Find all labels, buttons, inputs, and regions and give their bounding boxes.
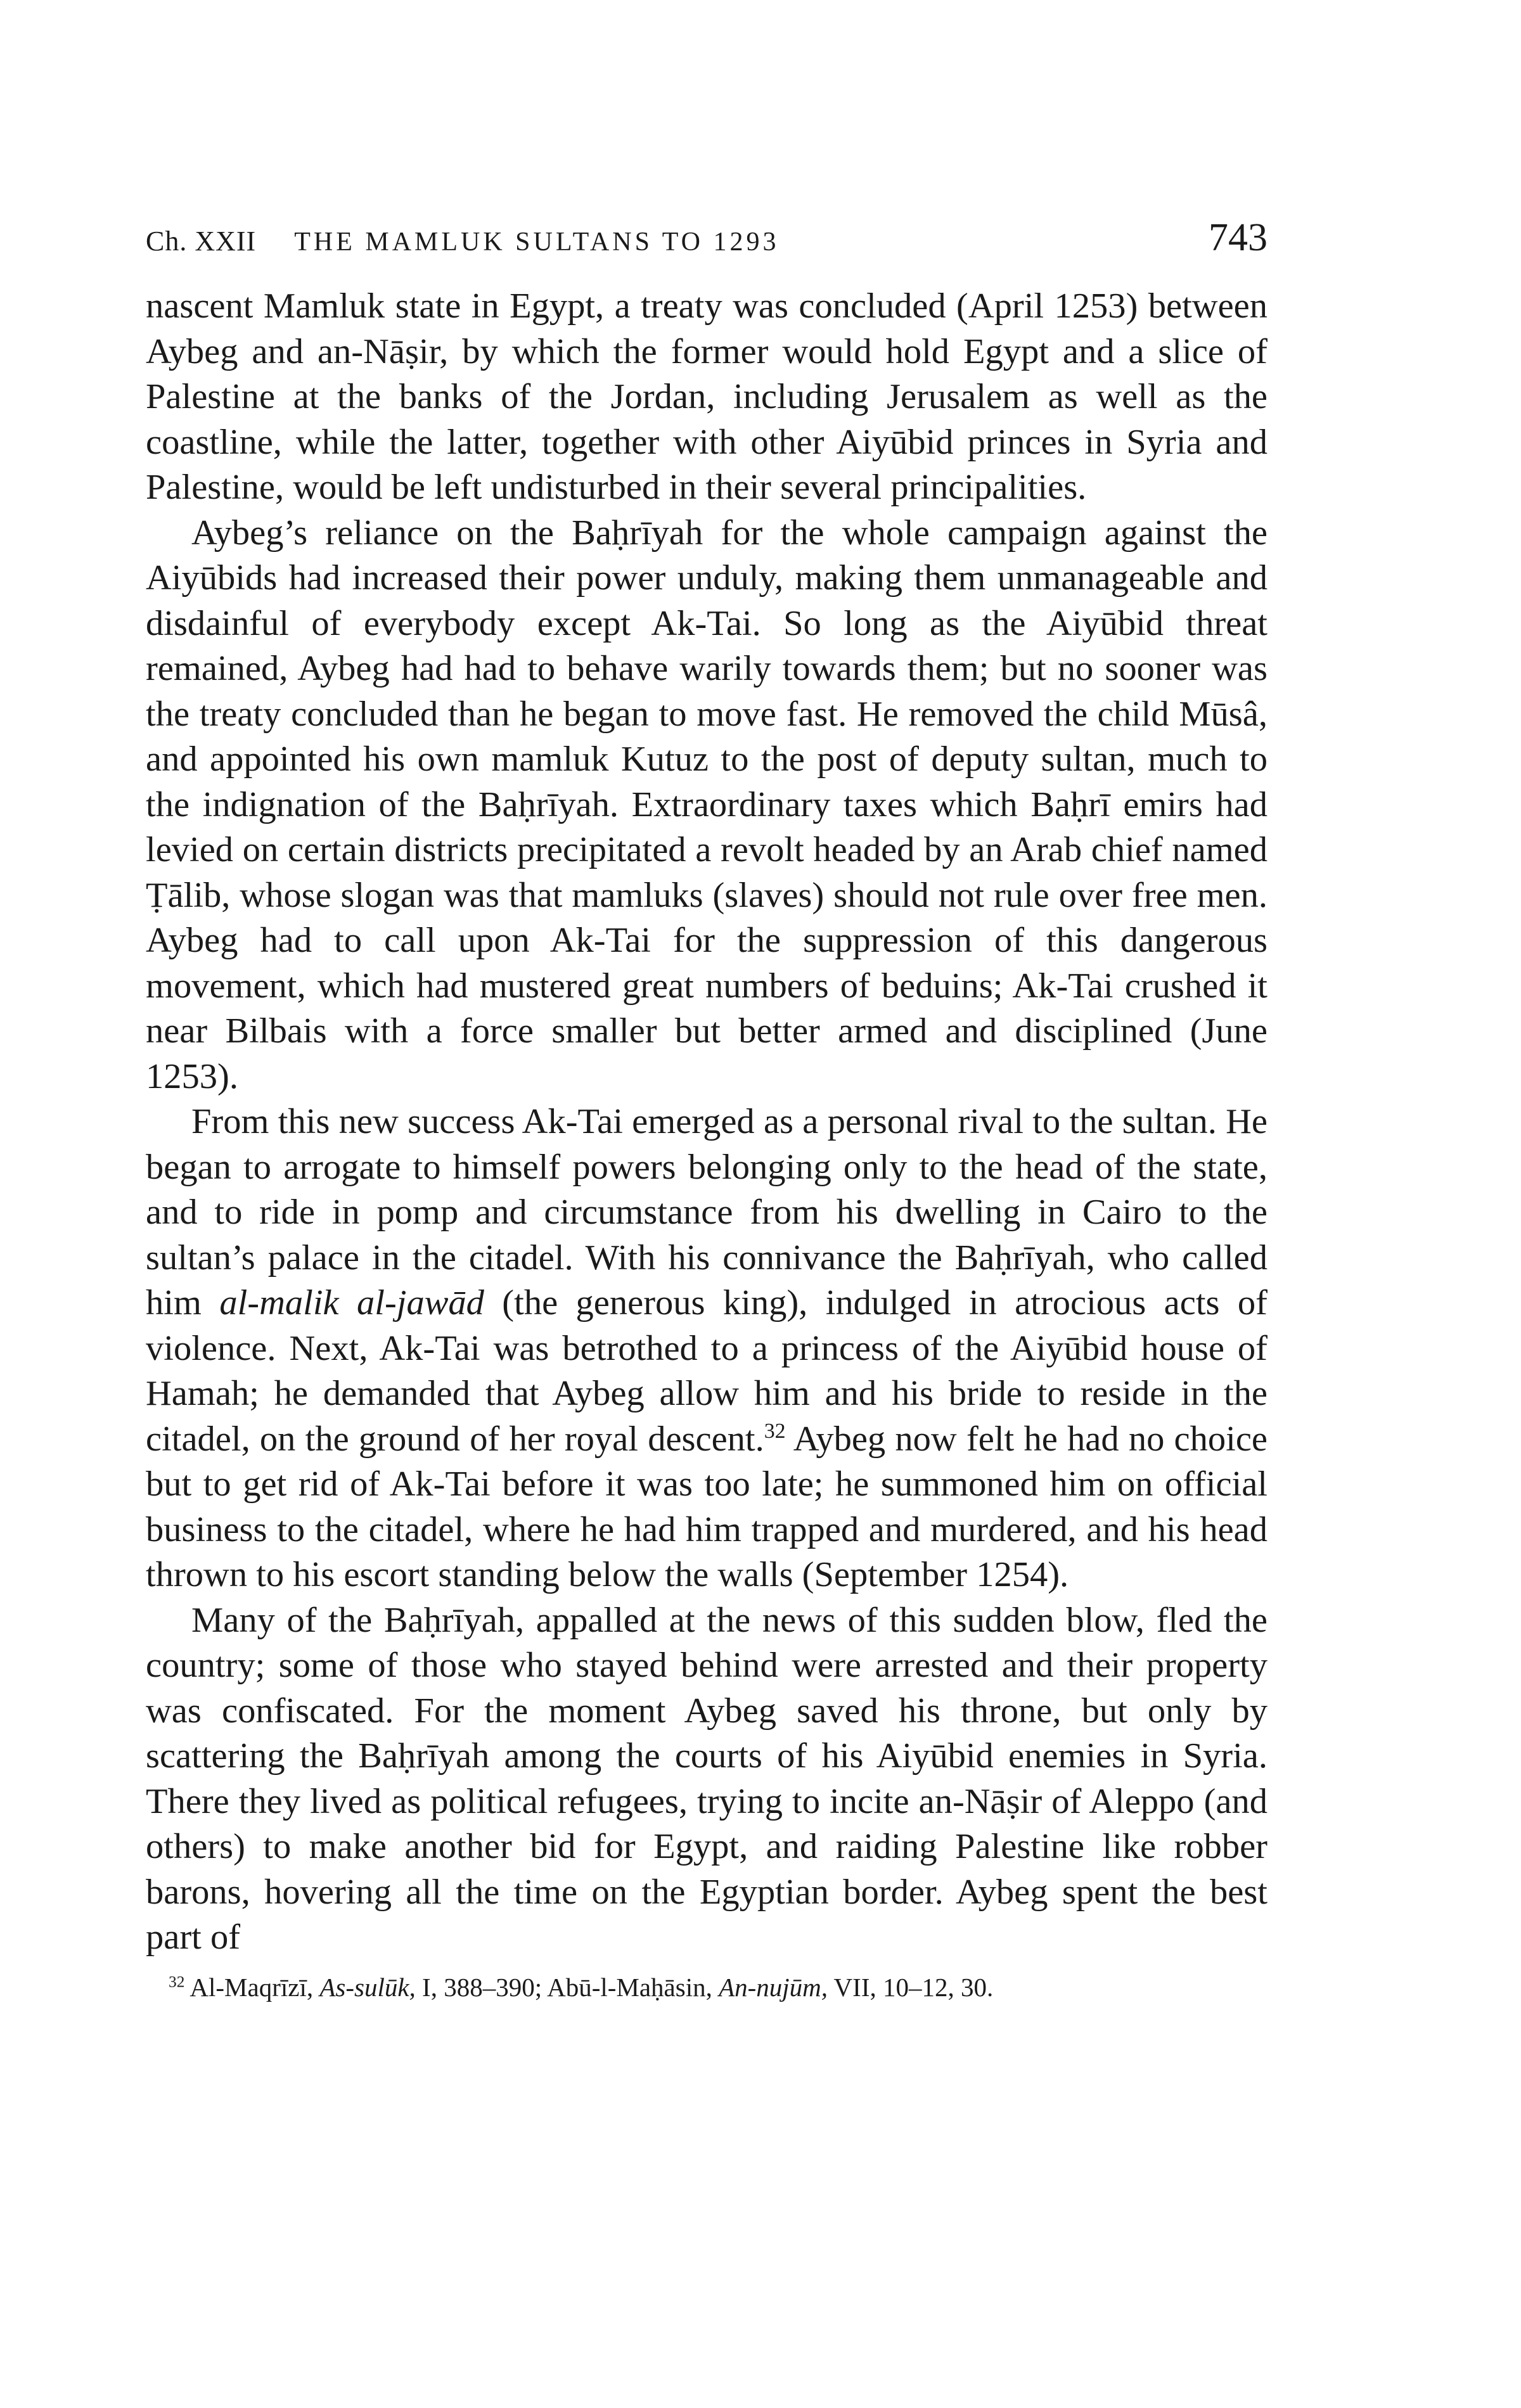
italic-phrase: al-malik al-jawād <box>219 1283 484 1322</box>
text-run: nascent Mamluk state in Egypt, a treaty was concluded (April 1253) between Aybeg and an-Nāṣir, by which the former would hold Egypt and a slice of Palestine at the banks of the Jordan, including Jerusalem as well as the coastline, while the latter, together with other Aiyūbid princes in Syria and Palestine, would be left undisturbed in their several principalities. <box>146 286 1268 507</box>
text-run: From this new success Ak-Tai emerged as a personal rival to the sultan. He began to arrogate to himself powers belonging only to the head of the state, and to ride in pomp and circumstance from his dwelling in Cairo to the sultan’s palace in the citadel. With his connivance the Baḥrīyah, who called him <box>146 1102 1268 1322</box>
paragraph <box>146 1598 1268 1961</box>
text-run: (the generous king), indulged in atrocious acts of violence. Next, Ak-Tai was betrothed to a princess of the Aiyūbid house of Hamah; he demanded that Aybeg allow him and his bride to reside in the citadel, on the ground of her royal descent. <box>146 1283 1268 1459</box>
italic-phrase: An-nujūm, <box>719 1972 828 2002</box>
paragraph <box>146 1099 1268 1598</box>
italic-phrase: As-sulūk, <box>319 1972 416 2002</box>
text-run: VII, 10–12, 30. <box>828 1972 994 2002</box>
text-run: Al-Maqrīzī, <box>184 1972 320 2002</box>
chapter-label: Ch. XXII <box>146 226 257 257</box>
running-head <box>146 215 1268 259</box>
book-page <box>146 215 1268 2005</box>
text-run: Aybeg’s reliance on the Baḥrīyah for the whole campaign against the Aiyūbids had increased their power unduly, making them unmanageable and disdainful of everybody except Ak-Tai. So long as the Aiyūbid threat remained, Aybeg had had to behave warily towards them; but no sooner was the treaty concluded than he began to move fast. He removed the child Mūsâ, and appointed his own mamluk Kutuz to the post of deputy sultan, much to the indignation of the Baḥrīyah. Extraordinary taxes which Baḥrī emirs had levied on certain districts precipitated a revolt headed by an Arab chief named Ṭālib, whose slogan was that mamluks (slaves) should not rule over free men. Aybeg had to call upon Ak-Tai for the suppression of this dangerous movement, which had mustered great numbers of beduins; Ak-Tai crushed it near Bilbais with a force smaller but better armed and disciplined (June 1253). <box>146 513 1268 1096</box>
text-run: I, 388–390; Abū-l-Maḥāsin, <box>415 1972 719 2002</box>
text-run: Aybeg now felt he had no choice but to get rid of Ak-Tai before it was too late; he summoned him on official business to the citadel, where he had him trapped and murdered, and his head thrown to his escort standing below the walls (September 1254). <box>146 1419 1268 1594</box>
footnote-mark: 32 <box>169 1972 185 1990</box>
running-title: THE MAMLUK SULTANS TO 1293 <box>294 227 780 257</box>
page-number: 743 <box>1209 216 1268 259</box>
paragraph <box>146 284 1268 511</box>
text-run: Many of the Baḥrīyah, appalled at the news of this sudden blow, fled the country; some of those who stayed behind were arrested and their property was confiscated. For the moment Aybeg saved his throne, but only by scattering the Baḥrīyah among the courts of his Aiyūbid enemies in Syria. There they lived as political refugees, trying to incite an-Nāṣir of Aleppo (and others) to make another bid for Egypt, and raiding Palestine like robber barons, hovering all the time on the Egyptian border. Aybeg spent the best part of <box>146 1600 1268 1957</box>
footnote-reference: 32 <box>764 1419 786 1443</box>
footnote-text <box>184 1973 993 2002</box>
paragraph <box>146 511 1268 1100</box>
footnote <box>146 1969 1268 2005</box>
body-text <box>146 284 1268 1961</box>
